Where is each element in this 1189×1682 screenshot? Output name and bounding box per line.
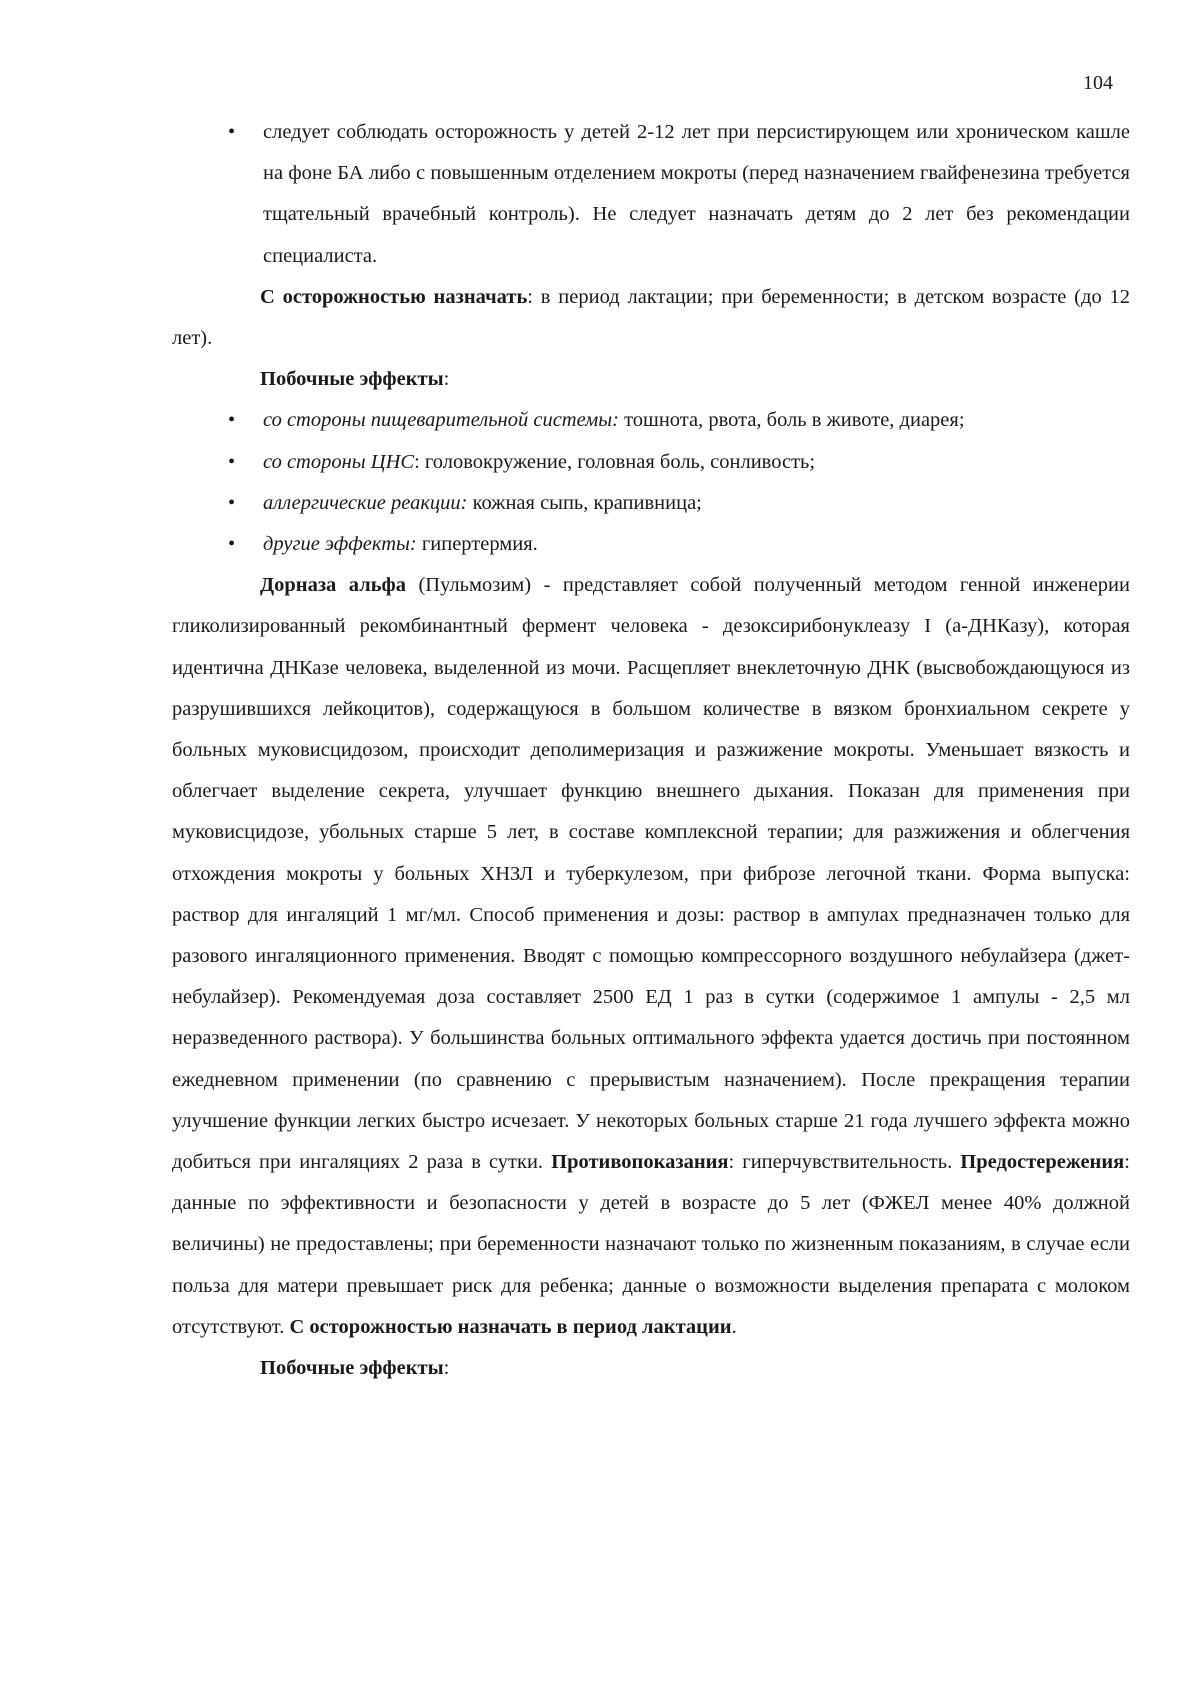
side-effects-heading [172, 359, 1130, 400]
list-item [172, 524, 1130, 565]
dornase-paragraph [172, 565, 1130, 1348]
warnings-text: : данные по эффективности и безопасности у детей в возрасте до 5 лет (ФЖЕЛ менее 40% должной величины) не предоставлены; при беременности назначают только по жизненным показаниям, в случае если польза для матери превышает риск для ребенка; данные о возможности выделения препарата с молоком отсутствуют. [172, 1151, 1130, 1338]
side-effect-category: со стороны пищеварительной системы: [263, 409, 619, 432]
heading-label: Побочные эффекты [260, 1357, 444, 1380]
lactation-caution: С осторожностью назначать в период лактации [289, 1315, 732, 1338]
bullet-icon: • [228, 409, 236, 432]
side-effect-text: кожная сыпь, крапивница; [467, 491, 702, 514]
heading-colon: : [443, 1357, 450, 1380]
bullet-icon: • [228, 450, 236, 473]
side-effect-category: другие эффекты: [263, 533, 417, 556]
lactation-end: . [731, 1315, 737, 1338]
side-effect-text: тошнота, рвота, боль в животе, диарея; [618, 409, 965, 432]
list-item [172, 400, 1130, 441]
side-effect-text: гипертермия. [416, 533, 538, 556]
warnings-label: Предостережения [960, 1151, 1125, 1174]
list-item-text: следует соблюдать осторожность у детей 2-12 лет при персистирующем или хроническом кашле на фоне БА либо с повышенным отделением мокроты (перед назначением гвайфенезина требуется тщательный врачебный контроль). Не следует назначать детям до 2 лет без рекомендации специалиста. [263, 121, 1130, 267]
side-effect-category: со стороны ЦНС [263, 450, 415, 473]
drug-name: Дорназа альфа [260, 574, 406, 597]
caution-paragraph [172, 277, 1130, 359]
contraindications-text: : гиперчувствительность. [728, 1151, 961, 1174]
side-effect-category: аллергические реакции: [263, 491, 468, 514]
list-item [172, 483, 1130, 524]
list-item [172, 442, 1130, 483]
caution-label: С осторожностью назначать [260, 285, 528, 308]
bullet-icon: • [228, 121, 236, 143]
side-effect-text: : головокружение, головная боль, сонливость; [414, 450, 816, 473]
drug-description: (Пульмозим) - представляет собой полученный методом генной инженерии гликолизированный рекомбинантный фермент человека - дезоксирибонуклеазу I (а-ДНКазу), которая идентична ДНКазе человека, выделенной из мочи. Расщепляет внеклеточную ДНК (высвобождающуюся из разрушившихся лейкоцитов), содержащуюся в большом количестве в вязком бронхиальном секрете у больных муковисцидозом, происходит деполимеризация и разжижение мокроты. Уменьшает вязкость и облегчает выделение секрета, улучшает функцию внешнего дыхания. Показан для применения при муковисцидозе, убольных старше 5 лет, в составе комплексной терапии; для разжижения и облегчения отхождения мокроты у больных ХНЗЛ и туберкулезом, при фиброзе легочной ткани. Форма выпуска: раствор для ингаляций 1 мг/мл. Способ применения и дозы: раствор в ампулах предназначен только для разового ингаляционного применения. Вводят с помощью компрессорного воздушного небулайзера (джет-небулайзер). Рекомендуемая доза составляет 2500 ЕД 1 раз в сутки (содержимое 1 ампулы - 2,5 мл неразведенного раствора). У большинства больных оптимального эффекта удается достичь при постоянном ежедневном применении (по сравнению с прерывистым назначением). После прекращения терапии улучшение функции легких быстро исчезает. У некоторых больных старше 21 года лучшего эффекта можно добиться при ингаляциях 2 раза в сутки. [172, 574, 1130, 1174]
bullet-icon: • [228, 533, 236, 556]
page-content [172, 112, 1130, 1389]
list-item [172, 112, 1130, 277]
contraindications-label: Противопоказания [551, 1151, 729, 1174]
page-number: 104 [1083, 72, 1113, 94]
caution-text: : в период лактации; при беременности; в детском возрасте (до 12 лет). [172, 285, 1130, 350]
bullet-icon: • [228, 491, 236, 514]
side-effects-heading-2 [172, 1348, 1130, 1389]
heading-colon: : [443, 368, 450, 391]
heading-label: Побочные эффекты [260, 368, 444, 391]
